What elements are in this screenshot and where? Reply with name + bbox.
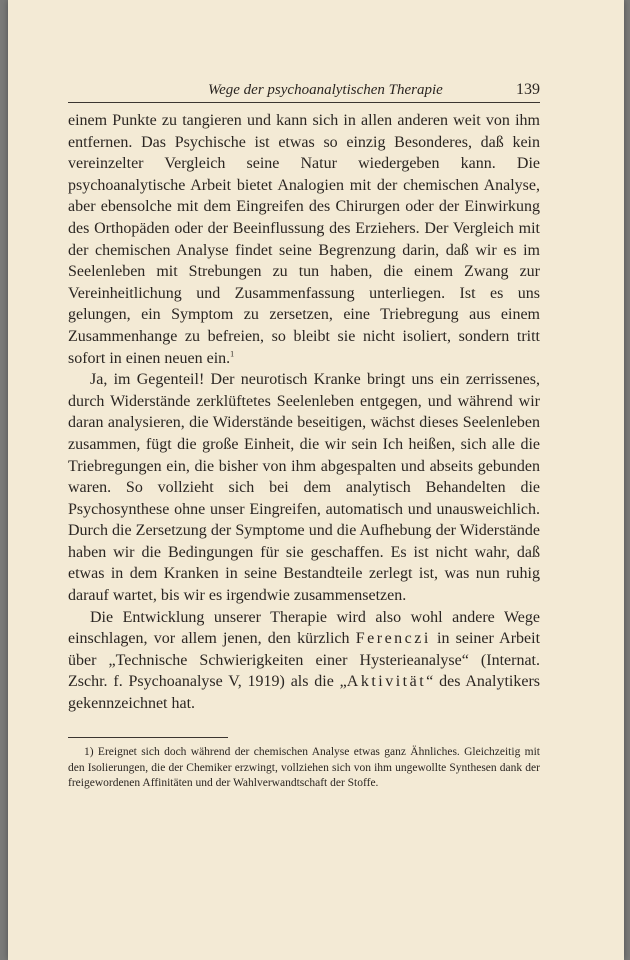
page-number: 139 xyxy=(516,81,540,98)
paragraph-3 xyxy=(68,607,540,715)
footnote-reference: 1 xyxy=(230,349,235,359)
paragraph-3-text-a: Die Entwicklung unserer Therapie wird also wohl andere Wege einschlagen, vor allem jenen, den kürzlich xyxy=(68,608,540,648)
paragraph-1 xyxy=(68,110,540,369)
paragraph-3-text-b: in seiner Arbeit über „Technische Schwierigkeiten einer Hysterieanalyse“ (Internat. Zschr. f. Psychoanalyse V, 1919) als die „ xyxy=(68,630,541,691)
term-spaced: Aktivität xyxy=(346,673,427,691)
page-header xyxy=(68,80,540,103)
running-head: Wege der psychoanalytischen Therapie xyxy=(208,82,443,98)
page-body xyxy=(68,110,540,715)
paragraph-2: Ja, im Gegenteil! Der neurotisch Kranke bringt uns ein zerrissenes, durch Widerstände zerklüftetes Seelenleben entgegen, und während wir daran analysieren, die Widerstände beseitigen, wächst dieses Seelenleben zusammen, fügt die große Einheit, die wir sein Ich heißen, sich alle die Triebregungen ein, die bisher von ihm abgespalten und abseits gebunden waren. So vollzieht sich bei dem analytisch Behandelten die Psychosynthese ohne unser Eingreifen, automatisch und unausweichlich. Durch die Zersetzung der Symptome und die Aufhebung der Widerstände haben wir die Bedingungen für sie geschaffen. Es ist nicht wahr, daß etwas in dem Kranken in seine Bestandteile zerlegt ist, was nun ruhig darauf wartet, bis wir es irgendwie zusammensetzen. xyxy=(68,371,540,605)
author-name-spaced: Ferenczi xyxy=(355,630,431,648)
book-page xyxy=(8,0,624,960)
footnote-rule xyxy=(68,737,228,738)
paragraph-1-text: einem Punkte zu tangieren und kann sich in allen anderen weit von ihm entfernen. Das Psychische ist etwas so einzig Besonderes, daß kein vereinzelter Vergleich seine Natur wiedergeben kann. Die psychoanalytische Arbeit bietet Analogien mit der chemischen Analyse, aber ebensolche mit dem Eingreifen des Chirurgen oder der Einwirkung des Orthopäden oder der Beeinflussung des Erziehers. Der Vergleich mit der chemischen Analyse findet seine Begrenzung darin, daß wir es im Seelenleben mit Strebungen zu tun haben, die einem Zwang zur Vereinheitlichung und Zusammenfassung unterliegen. Ist es uns gelungen, ein Symptom zu zersetzen, eine Triebregung aus einem Zusammenhange zu befreien, so bleibt sie nicht isoliert, sondern tritt sofort in einen neuen ein. xyxy=(68,112,540,367)
footnote: 1) Ereignet sich doch während der chemischen Analyse etwas ganz Ähnliches. Gleichzeitig mit den Isolierungen, die der Chemiker erzwingt, vollziehen sich von ihm ungewollte Synthesen dank der freigewordenen Affinitäten und der Wahlverwandtschaft der Stoffe. xyxy=(68,746,540,789)
paragraph-3-text-c: “ des Analytikers gekennzeichnet hat. xyxy=(68,673,541,713)
